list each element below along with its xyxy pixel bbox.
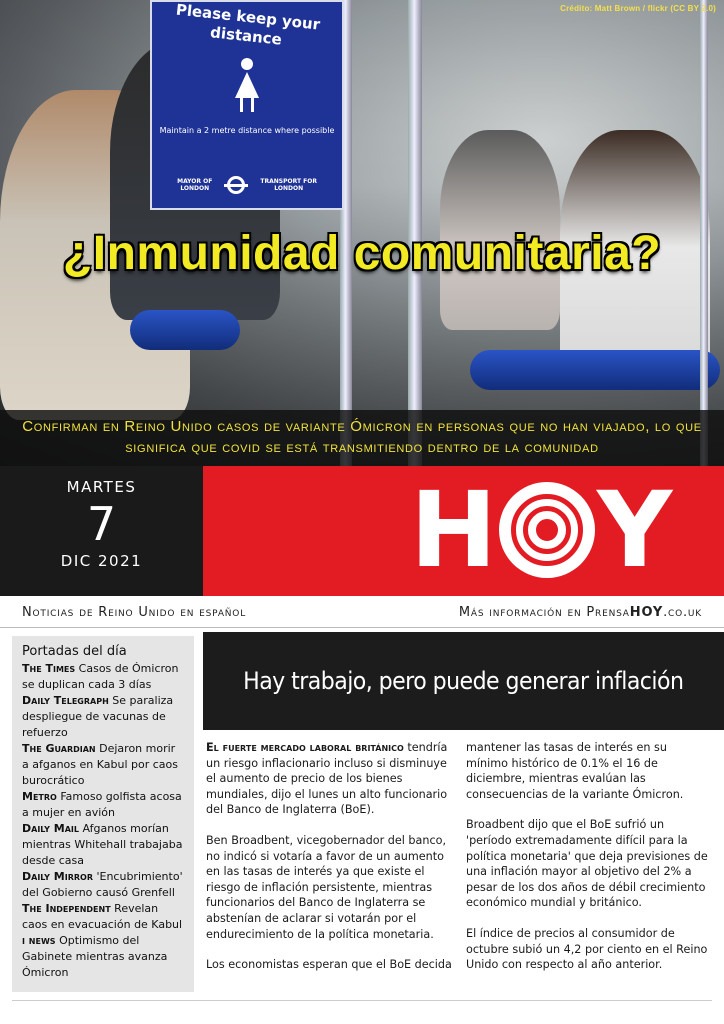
hoy-logo — [410, 469, 673, 591]
target-icon — [499, 482, 595, 578]
seat-left — [130, 310, 240, 350]
website-promo[interactable] — [459, 605, 702, 620]
front-page-entry: The Times Casos de Ómicron se duplican cada 3 días — [22, 662, 179, 691]
article-paragraph: Broadbent dijo que el BoE sufrió un 'período extremadamente difícil para la política monetaria' que deja previsiones de una inflación mayor al objetivo del 2% a pesar de los dos años de débil crecimiento económico mundial y británico. — [466, 818, 708, 910]
tfl-roundel-icon — [227, 176, 245, 194]
front-page-entry: Daily Telegraph Se paraliza despliegue de vacunas de refuerzo — [22, 694, 174, 739]
distance-sign — [150, 0, 344, 210]
page-bottom-rule — [12, 1000, 712, 1001]
website-suffix: .co.uk — [663, 605, 702, 620]
article-paragraph: mantener las tasas de interés en su mínimo histórico de 0.1% el 16 de diciembre, mientras evalúan las consecuencias de la variante Ómicron. — [466, 741, 684, 801]
sign-subtext: Maintain a 2 metre distance where possible — [159, 126, 335, 135]
photo-credit: Crédito: Matt Brown / flickr (CC BY 2.0) — [560, 4, 716, 13]
logo-letter-y: Y — [597, 469, 673, 591]
date-box — [0, 466, 203, 596]
front-page-entry: Metro Famoso golfista acosa a mujer en avión — [22, 790, 182, 819]
article-column-1 — [206, 740, 452, 988]
logo-letter-h: H — [410, 469, 498, 591]
subheadline-band — [0, 410, 724, 466]
cover-subheadline: Confirman en Reino Unido casos de variante Ómicron en personas que no han viajado, lo que significa que covid se está transmitiendo dentro de la comunidad — [22, 418, 702, 456]
sidebar-title: Portadas del día — [22, 644, 127, 659]
article-headline-band — [203, 632, 724, 730]
front-page-entry: Daily Mail Afganos morían mientras Whitehall trabajaba desde casa — [22, 822, 183, 867]
seat-right — [470, 350, 720, 390]
front-page-entry: The Guardian Dejaron morir a afganos en Kabul por caos burocrático — [22, 742, 178, 787]
person-icon — [233, 58, 261, 116]
front-pages-sidebar — [12, 636, 194, 992]
article-paragraph: Ben Broadbent, vicegobernador del banco, no indicó si votaría a favor de un aumento en las tasas de interés ya que existe el riesgo de inflación persistente, mientras funcionarios del Banco de Inglaterra se abstenían de aclarar si votarán por el endurecimiento de la política monetaria. — [206, 833, 447, 941]
article-paragraph: El índice de precios al consumidor de octubre subió un 4,2 por ciento en el Reino Unido con respecto al año anterior. — [466, 926, 708, 972]
sign-footer-left: MAYOR OF LONDON — [177, 178, 213, 192]
tagline-row — [0, 600, 724, 628]
article-lead: El fuerte mercado laboral británico — [206, 741, 404, 754]
article-paragraph: Los economistas esperan que el BoE decida — [206, 958, 452, 972]
front-page-entry: Daily Mirror 'Encubrimiento' del Gobierno causó Grenfell — [22, 870, 183, 899]
website-brand: HOY — [629, 605, 664, 620]
cover-headline: ¿Inmunidad comunitaria? — [62, 227, 662, 280]
article-headline: Hay trabajo, pero puede generar inflación — [243, 667, 684, 695]
day-number: 7 — [86, 497, 117, 551]
sign-footer-right: TRANSPORT FOR LONDON — [260, 178, 317, 192]
brand-box — [203, 466, 724, 596]
article-paragraph: El fuerte mercado laboral británico tendría un riesgo inflacionario incluso si disminuye el aumento de precio de los bienes mundiales, dijo el lunes un alto funcionario del Banco de Inglaterra (BoE). — [206, 741, 448, 817]
front-page-entry: i news Optimismo del Gabinete mientras avanza Ómicron — [22, 934, 168, 979]
cover-photo — [0, 0, 724, 466]
front-page-entry: The Independent Revelan caos en evacuación de Kabul — [22, 902, 183, 931]
website-prefix: Más información en Prensa — [458, 605, 630, 620]
tagline: Noticias de Reino Unido en español — [22, 605, 247, 620]
sign-heading: Please keep your distance — [175, 0, 321, 49]
month-year: DIC 2021 — [60, 552, 143, 570]
day-of-week: MARTES — [66, 478, 137, 496]
article-column-2 — [466, 740, 712, 988]
masthead — [0, 466, 724, 596]
